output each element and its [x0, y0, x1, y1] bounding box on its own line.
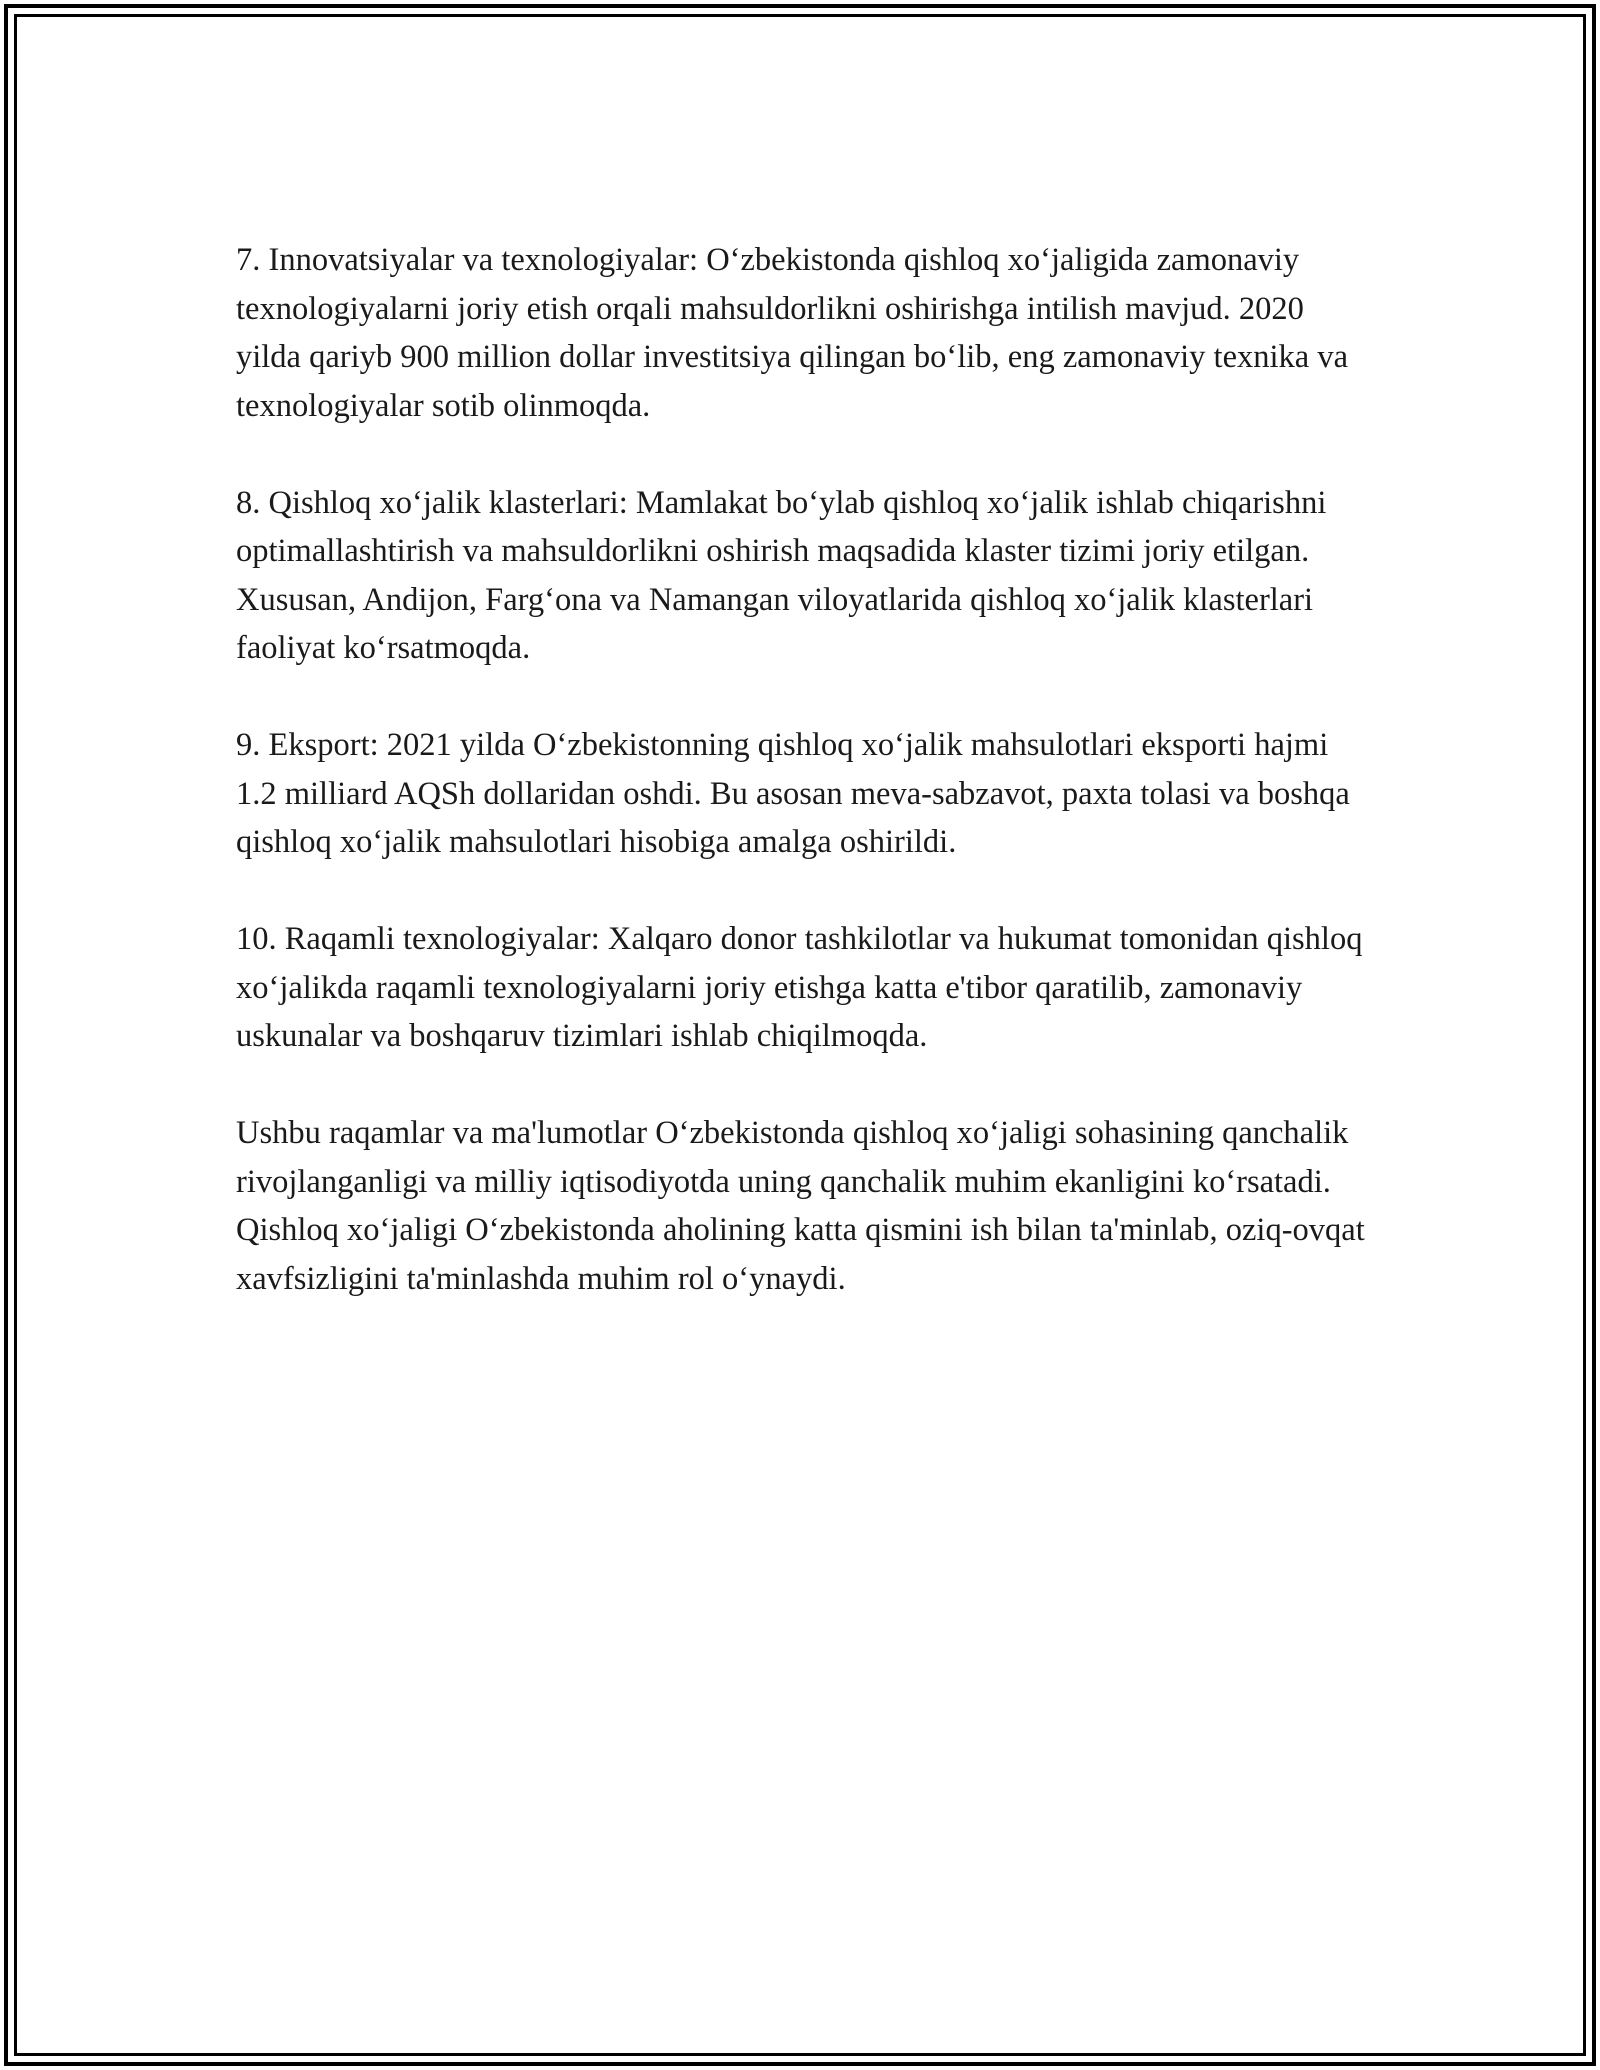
paragraph-conclusion: Ushbu raqamlar va ma'lumotlar O‘zbekistonda qishloq xo‘jaligi sohasining qanchalik rivojlanganligi va milliy iqtisodiyotda uning qanchalik muhim ekanligini ko‘rsatadi. Qishloq xo‘jaligi O‘zbekistonda aholining katta qismini ish bilan ta'minlab, oziq-ovqat xavfsizligini ta'minlashda muhim rol o‘ynaydi.: [236, 1115, 1365, 1297]
document-body: [236, 236, 1366, 1352]
paragraph-digital-technologies: 10. Raqamli texnologiyalar: Xalqaro donor tashkilotlar va hukumat tomonidan qishloq xo‘jalikda raqamli texnologiyalarni joriy etishga katta e'tibor qaratilib, zamonaviy uskunalar va boshqaruv tizimlari ishlab chiqilmoqda.: [236, 921, 1363, 1054]
paragraph-innovations: 7. Innovatsiyalar va texnologiyalar: O‘zbekistonda qishloq xo‘jaligida zamonaviy texnologiyalarni joriy etish orqali mahsuldorlikni oshirishga intilish mavjud. 2020 yilda qariyb 900 million dollar investitsiya qilingan bo‘lib, eng zamonaviy texnika va texnologiyalar sotib olinmoqda.: [236, 242, 1348, 424]
paragraph-export: 9. Eksport: 2021 yilda O‘zbekistonning qishloq xo‘jalik mahsulotlari eksporti hajmi 1.2 milliard AQSh dollaridan oshdi. Bu asosan meva-sabzavot, paxta tolasi va boshqa qishloq xo‘jalik mahsulotlari hisobiga amalga oshirildi.: [236, 727, 1350, 860]
paragraph-clusters: 8. Qishloq xo‘jalik klasterlari: Mamlakat bo‘ylab qishloq xo‘jalik ishlab chiqarishni optimallashtirish va mahsuldorlikni oshirish maqsadida klaster tizimi joriy etilgan. Xususan, Andijon, Farg‘ona va Namangan viloyatlarida qishloq xo‘jalik klasterlari faoliyat ko‘rsatmoqda.: [236, 484, 1327, 666]
